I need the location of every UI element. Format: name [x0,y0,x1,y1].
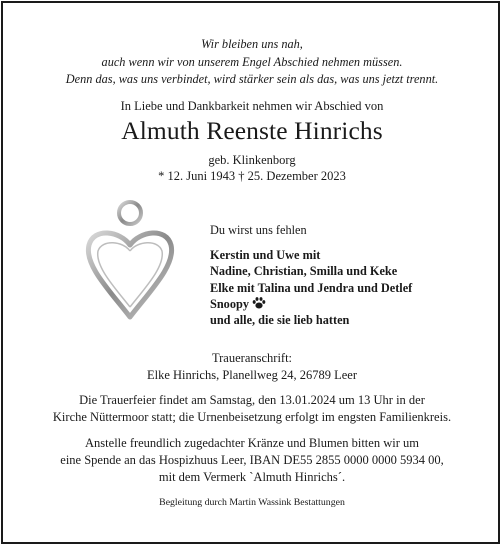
donation-info [0,435,504,486]
life-dates: * 12. Juni 1943 † 25. Dezember 2023 [158,169,346,183]
family-line-1: Kerstin und Uwe mit [210,248,321,263]
deceased-name: Almuth Reenste Hinrichs [121,116,383,145]
family-line-2: Nadine, Christian, Smilla und Keke [210,264,398,279]
angel-heart-icon [80,193,180,333]
address-value: Elke Hinrichs, Planellweg 24, 26789 Leer [146,368,358,382]
funeral-home-credit: Begleitung durch Martin Wassink Bestattungen [159,497,345,508]
family-block [210,222,412,328]
family-line-4-row [210,296,412,312]
donation-line-1: Anstelle freundlich zugedachter Kränze und Blumen bitten wir um [85,436,419,450]
family-line-5: und alle, die sie lieb hatten [210,313,350,328]
ceremony-info [0,392,504,426]
intro-text: In Liebe und Dankbarkeit nehmen wir Abschied von [120,99,384,113]
family-line-3: Elke mit Talina und Jendra und Detlef [210,280,413,295]
donation-line-2: eine Spende an das Hospizhuus Leer, IBAN DE55 2855 0000 0000 5934 00, [60,453,444,467]
poem-line-1: Wir bleiben uns nah, [201,37,303,51]
mourning-address [0,350,504,384]
family-lead: Du wirst uns fehlen [210,223,307,237]
address-label: Traueranschrift: [211,351,293,365]
family-names [210,247,412,328]
ceremony-line-2: Kirche Nüttermoor statt; die Urnenbeisetzung erfolgt im engsten Familienkreis. [52,410,452,424]
paw-icon [252,297,266,309]
birth-name: geb. Klinkenborg [208,153,296,167]
ceremony-line-1: Die Trauerfeier findet am Samstag, den 13.01.2024 um 13 Uhr in der [79,393,425,407]
donation-line-3: mit dem Vermerk `Almuth Hinrichs´. [158,470,346,484]
poem [0,36,504,89]
family-line-4: Snoopy [210,296,249,311]
poem-line-3: Denn das, was uns verbindet, wird stärker sein als das, was uns jetzt trennt. [65,72,439,86]
poem-line-2: auch wenn wir von unserem Engel Abschied nehmen müssen. [101,54,403,69]
